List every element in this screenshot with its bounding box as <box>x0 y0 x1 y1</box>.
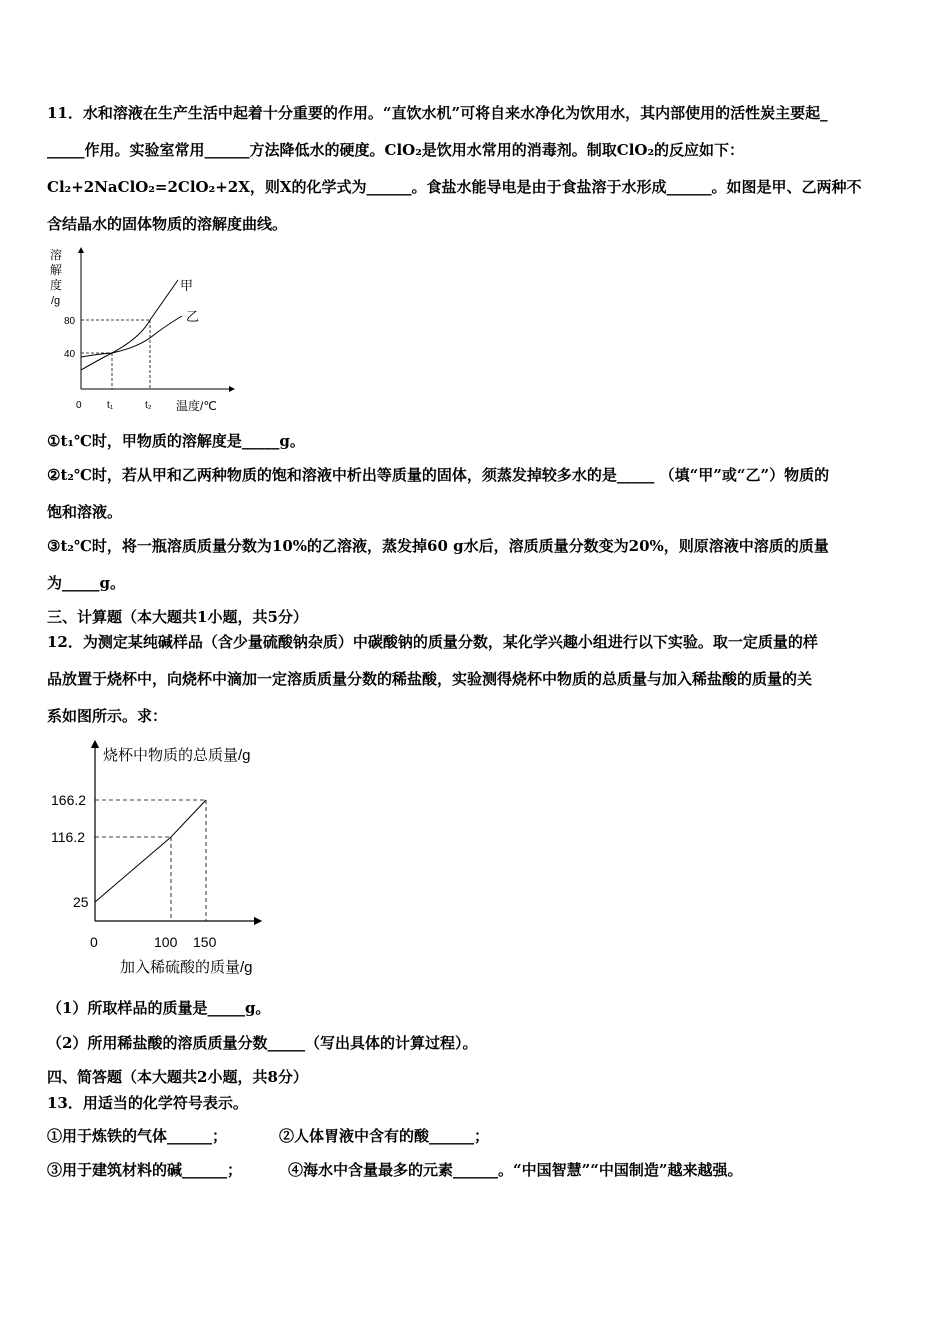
q11-line4: 含结晶水的固体物质的溶解度曲线。 <box>47 215 288 233</box>
q11-sub2-a: ②t₂℃时，若从甲和乙两种物质的饱和溶液中析出等质量的固体，须蒸发掉较多水的是_____ （填“甲”或“乙”）物质的 <box>47 466 830 484</box>
data-line <box>95 800 206 902</box>
curve-label-jia: 甲 <box>180 278 194 293</box>
y-tick-1162: 116.2 <box>51 829 85 845</box>
x-tick-150: 150 <box>193 934 217 950</box>
q11-sub2-b: 饱和溶液。 <box>47 503 123 521</box>
section-4-heading: 四、简答题（本大题共2小题，共8分） <box>47 1068 308 1086</box>
q11-sub3-b: 为_____g。 <box>47 574 125 592</box>
q13-item3: ③用于建筑材料的碱______； <box>47 1161 243 1179</box>
y-label-1: 溶 <box>50 248 63 262</box>
curve-label-yi: 乙 <box>186 309 200 324</box>
curve-yi <box>81 316 182 357</box>
q13-item2: ②人体胃液中含有的酸______； <box>279 1127 490 1145</box>
x-tick-100: 100 <box>154 934 178 950</box>
x-axis-label: 加入稀硫酸的质量/g <box>120 959 253 976</box>
y-axis-label: 烧杯中物质的总质量/g <box>103 747 251 764</box>
q11-sub1: ①t₁℃时，甲物质的溶解度是_____g。 <box>47 432 305 450</box>
y-label-2: 解 <box>50 263 63 277</box>
solubility-chart <box>40 246 240 421</box>
y-tick-25: 25 <box>73 894 89 910</box>
q12-part2: （2）所用稀盐酸的溶质质量分数_____（写出具体的计算过程）。 <box>47 1034 478 1052</box>
q11-line2: _____作用。实验室常用______方法降低水的硬度。ClO₂是饮用水常用的消毒剂。制取ClO₂的反应如下： <box>47 141 745 159</box>
mass-chart <box>48 738 298 983</box>
section-3-heading: 三、计算题（本大题共1小题，共5分） <box>47 608 308 626</box>
y-tick-40: 40 <box>64 349 76 360</box>
q11-sub3-a: ③t₂℃时，将一瓶溶质质量分数为10%的乙溶液，蒸发掉60 g水后，溶质质量分数变为20%，则原溶液中溶质的质量 <box>47 537 829 555</box>
y-label-3: 度 <box>50 278 63 292</box>
q12-line2: 品放置于烧杯中，向烧杯中滴加一定溶质质量分数的稀盐酸，实验测得烧杯中物质的总质量与加入稀盐酸的质量的关 <box>47 670 813 688</box>
x-tick-0: 0 <box>90 934 98 950</box>
q12-part1: （1）所取样品的质量是_____g。 <box>47 999 271 1017</box>
y-label-4: /g <box>51 295 61 307</box>
y-tick-1662: 166.2 <box>51 792 87 808</box>
origin-label: 0 <box>76 400 82 411</box>
q11-line1: 11．水和溶液在生产生活中起着十分重要的作用。“直饮水机”可将自来水净化为饮用水，其内部使用的活性炭主要起_ <box>47 104 828 122</box>
q13-item4: ④海水中含量最多的元素______。“中国智慧”“中国制造”越来越强。 <box>288 1161 743 1179</box>
q12-line3: 系如图所示。求： <box>47 707 168 725</box>
q13-stem: 13．用适当的化学符号表示。 <box>47 1094 248 1112</box>
q12-line1: 12．为测定某纯碱样品（含少量硫酸钠杂质）中碳酸钠的质量分数，某化学兴趣小组进行以下实验。取一定质量的样 <box>47 633 818 651</box>
q11-line3: Cl₂+2NaClO₂=2ClO₂+2X，则X的化学式为______。食盐水能导电是由于食盐溶于水形成______。如图是甲、乙两种不 <box>47 178 862 196</box>
x-tick-t1: t₁ <box>107 400 114 411</box>
y-tick-80: 80 <box>64 316 76 327</box>
x-tick-t2: t₂ <box>145 400 152 411</box>
curve-jia <box>81 280 178 370</box>
q13-item1: ①用于炼铁的气体______； <box>47 1127 228 1145</box>
x-axis-label: 温度/℃ <box>176 399 217 413</box>
